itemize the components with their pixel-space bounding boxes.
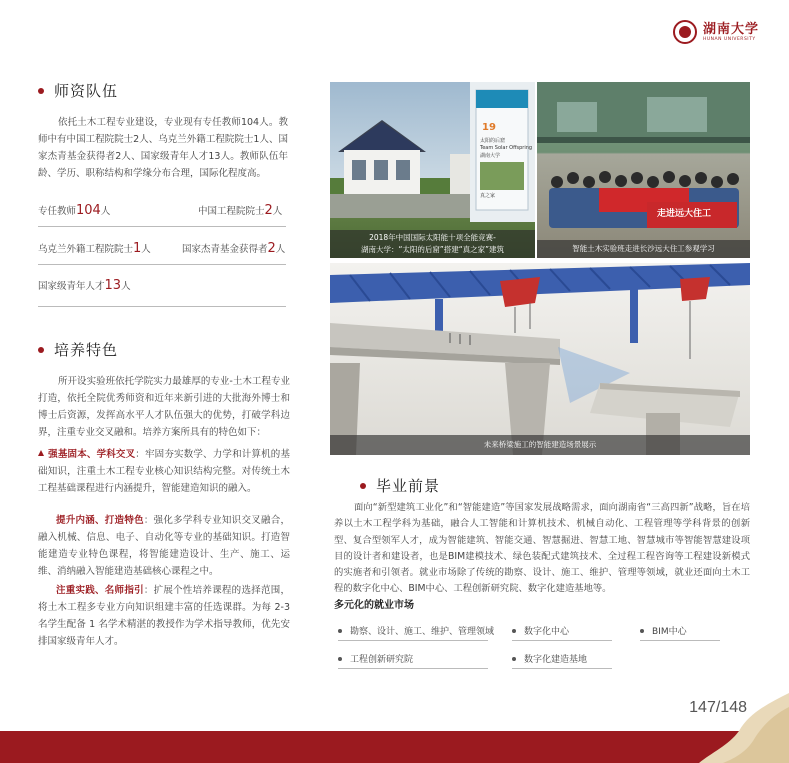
divider xyxy=(38,226,286,227)
stat-nsfc-distinguished: 国家杰青基金获得者2人 xyxy=(182,241,286,256)
bullet-icon xyxy=(38,347,44,353)
poster-university: 湖南大学 xyxy=(480,153,501,159)
divider xyxy=(338,640,488,641)
divider xyxy=(38,264,286,265)
photo-caption: 智能土木实验班走进长沙远大住工参观学习 xyxy=(537,240,750,258)
stat-ukraine-academicians: 乌克兰外籍工程院院士1人 xyxy=(38,241,151,256)
logo-cn-text: 湖南大学 xyxy=(702,21,759,37)
divider xyxy=(512,668,612,669)
stat-cae-academicians: 中国工程院院士2人 xyxy=(198,203,283,218)
stat-full-time-teachers: 专任教师104人 xyxy=(38,203,111,218)
stat-young-talents: 国家级青年人才13人 xyxy=(38,278,131,293)
training-intro: 所开设实验班依托学院实力最雄厚的专业-土木工程专业打造，依托全院优秀师资和近年来新引进的大批海外博士和博士后资源，发挥高水平人才队伍强大的优势，打破学科边界，注重专业交叉融和。培养方案所具有的特色如下： xyxy=(38,376,290,438)
feature-item-2: 提升内涵、打造特色：强化多学科专业知识交叉融合，融入机械、信息、电子、自动化等专业的基础知识。打造智能建造专业特色课程，将智能建造设计、生产、施工、运维、消纳融入智能建造基础核心课程之中。 xyxy=(38,515,290,577)
poster-team: 太阳的后窟 Team Solar Offspring xyxy=(480,138,533,151)
feature-item-3: 注重实践、名师指引：扩展个性培养课程的选择范围，将土木工程多专业方向知识组建丰富的任选课群。为每 2-3 名学生配备 1 名学术精湛的教授作为学术指导教师，优先安排国家级青年人才。 xyxy=(38,585,290,647)
page-number: 147/148 xyxy=(689,699,747,716)
poster-number: 19 xyxy=(482,122,496,133)
faculty-paragraph: 依托土木工程专业建设，专业现有专任教师104人。教师中有中国工程院院士2人、乌克兰外籍工程院院士1人、国家杰青基金获得者2人、国家级青年人才13人。教师队伍年龄、学历、职称结构和学缘分布合理，国际化程度高。 xyxy=(38,117,288,179)
bridge-construction-photo xyxy=(330,263,750,455)
training-section-title: 培养特色 xyxy=(38,339,118,360)
photo-caption: 2018年中国国际太阳能十项全能竞赛- 湖南大学：“太阳的后窟”搭建“真之家”建筑 xyxy=(330,230,535,258)
university-seal-icon xyxy=(673,20,697,44)
market-item: 数字化建造基地 xyxy=(512,652,587,665)
logo-en-text: HUNAN UNIVERSITY xyxy=(702,36,756,42)
market-item: 工程创新研究院 xyxy=(338,652,413,665)
graduate-section-title: 毕业前景 xyxy=(360,475,440,496)
market-title: 多元化的就业市场 xyxy=(334,600,414,611)
photo-caption: 未来桥梁施工的智能建造场景展示 xyxy=(330,435,750,455)
feature-item-1: 强基固本、学科交叉：牢固夯实数学、力学和计算机的基础知识，注重土木工程专业核心知识结构完整。对传统土木工程基础课程进行内涵提升，智能建造知识的融入。 xyxy=(38,449,290,494)
triangle-icon xyxy=(38,450,44,456)
footer-decoration xyxy=(699,693,789,763)
solar-house-photo xyxy=(330,82,535,258)
market-item: 数字化中心 xyxy=(512,624,569,637)
graduate-paragraph: 面向“新型建筑工业化”和“智能建造”等国家发展战略需求，面向湖南省“三高四新”战略，旨在培养以土木工程学科为基础，融合人工智能和计算机技术、机械自动化、工程管理等学科背景的创新型、复合型领军人才，成为智能建筑、智能交通、智慧掘进、智慧工地、智慧城市等智能智慧建设项目的设计者和建设者，也是BIM建模技术、绿色装配式建筑技术、全过程工程咨询等工程建设新模式的实施者和引领者。就业市场除了传统的勘察、设计、施工、维护、管理等领域，就业还面向土木工程的数字化中心、BIM中心、工程创新研究院、数字化建造基地等。 xyxy=(334,502,750,595)
divider xyxy=(338,668,488,669)
divider xyxy=(640,640,720,641)
market-item: 勘察、设计、施工、维护、管理领域 xyxy=(338,624,494,637)
divider xyxy=(512,640,612,641)
university-logo xyxy=(673,20,759,44)
market-item: BIM中心 xyxy=(640,624,687,637)
banner-text: 走进远大住工 xyxy=(657,209,712,219)
poster-house-name: 真之家 xyxy=(480,193,496,199)
bullet-icon xyxy=(360,483,366,489)
footer-bar xyxy=(0,731,789,763)
group-visit-photo xyxy=(537,82,750,258)
divider xyxy=(38,306,286,307)
bullet-icon xyxy=(38,88,44,94)
faculty-section-title: 师资队伍 xyxy=(38,80,118,101)
